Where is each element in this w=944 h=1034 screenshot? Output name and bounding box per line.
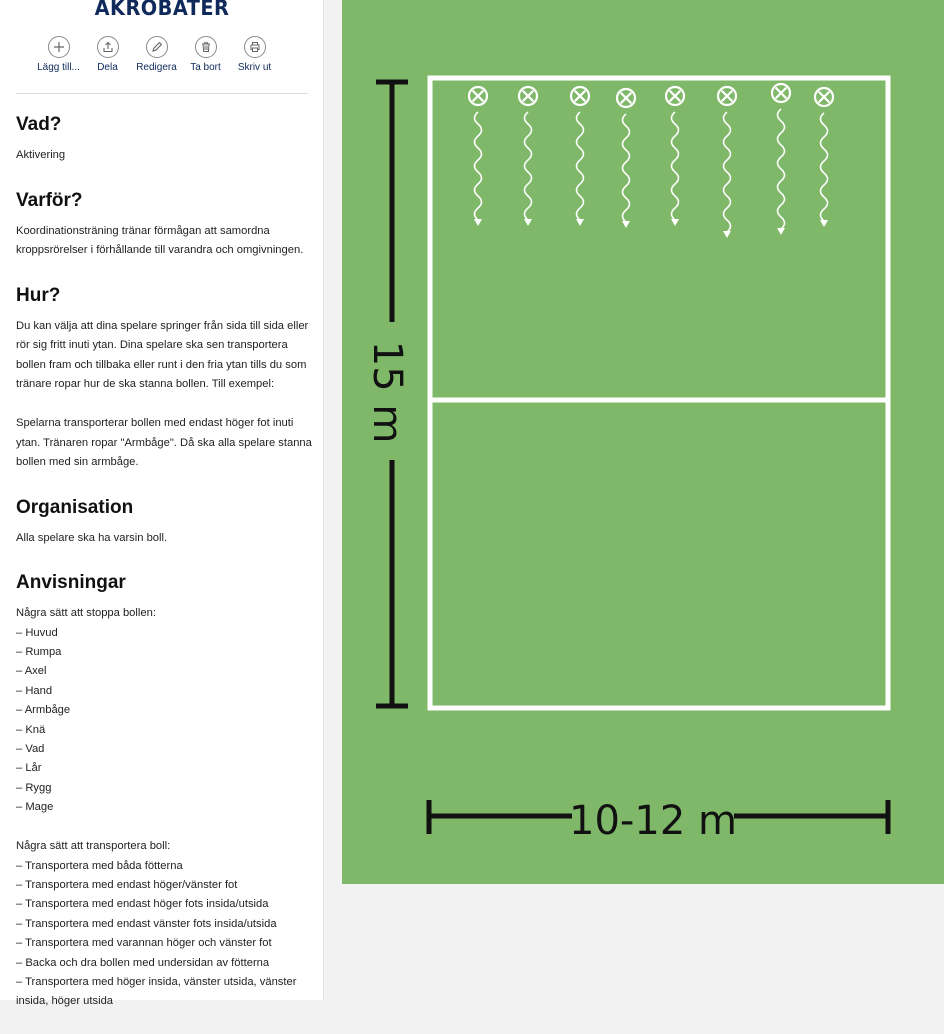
arrow-head [474, 219, 482, 226]
list-intro: Några sätt att transportera boll: [16, 840, 171, 853]
dribble-path [525, 112, 532, 220]
players-group [469, 84, 833, 238]
field-svg [342, 0, 944, 884]
share-button-label: Dela [97, 62, 118, 73]
arrow-head [524, 219, 532, 226]
section-heading: Vad? [16, 114, 62, 135]
plus-icon [48, 36, 70, 58]
toolbar [34, 36, 279, 73]
section-text: Koordinationsträning tränar förmågan att samordna kroppsrörelser i förhållande till varandra och omgivningen. [16, 224, 304, 256]
height-label: 15 m [364, 340, 410, 444]
section-text: Aktivering [16, 149, 66, 161]
width-dimension [429, 798, 888, 844]
player-marker [571, 87, 589, 105]
list-item: – Transportera med endast höger fots insida/utsida [16, 898, 269, 911]
transport-list [16, 857, 312, 1012]
section-heading: Anvisningar [16, 572, 126, 593]
list-item: – Rygg [16, 781, 52, 794]
player-marker [519, 87, 537, 105]
dribble-path [724, 112, 731, 232]
list-item: – Huvud [16, 626, 58, 639]
section-anvisningar [16, 570, 312, 1012]
printer-icon [244, 36, 266, 58]
player-marker [666, 87, 684, 105]
section-heading: Varför? [16, 189, 83, 211]
player-marker [772, 84, 790, 102]
section-varfor [16, 188, 312, 261]
share-button[interactable] [83, 36, 132, 73]
page-title: AKROBATER [94, 0, 230, 20]
edit-button[interactable] [132, 36, 181, 73]
list-item: – Transportera med endast vänster fots insida/utsida [16, 917, 277, 930]
print-button-label: Skriv ut [237, 62, 272, 73]
section-vad [16, 112, 312, 166]
dribble-path [821, 113, 828, 221]
section-text: Spelarna transporterar bollen med endast höger fot inuti ytan. Tränaren ropar "Armbåge". Då ska alla spelare stanna bollen med sin armbåge. [16, 417, 312, 468]
add-button[interactable] [34, 36, 83, 73]
width-label: 10-12 m [569, 798, 737, 844]
dribble-path [623, 114, 630, 222]
list-item: – Mage [16, 801, 54, 814]
arrow-head [820, 220, 828, 227]
arrow-head [622, 221, 630, 228]
list-item: – Transportera med höger insida, vänster utsida, vänster insida, höger utsida [16, 976, 297, 1008]
list-item: – Lår [16, 762, 42, 775]
list-item: – Backa och dra bollen med undersidan av fötterna [16, 956, 270, 969]
dribble-path [778, 109, 785, 229]
player-marker [617, 89, 635, 107]
section-text: Alla spelare ska ha varsin boll. [16, 531, 168, 544]
list-item: – Transportera med båda fötterna [16, 859, 183, 872]
list-item: – Vad [16, 742, 45, 755]
section-heading: Hur? [16, 284, 61, 306]
arrow-head [671, 219, 679, 226]
height-dimension [364, 82, 410, 706]
section-text: Du kan välja att dina spelare springer från sida till sida eller rör sig fritt inuti ytan. Dina spelare ska sen transportera bollen fram och tillbaka eller runt i den fria ytan tills du som tränare ropar hur de ska stanna bollen. Till exempel: [16, 319, 309, 390]
divider [16, 93, 308, 94]
list-intro: Några sätt att stoppa bollen: [16, 607, 156, 619]
section-hur [16, 283, 312, 473]
list-item: – Hand [16, 684, 53, 697]
player-marker [718, 87, 736, 105]
arrow-head [723, 231, 731, 238]
list-item: – Transportera med endast höger/vänster fot [16, 878, 238, 891]
dribble-path [577, 112, 584, 220]
stop-list [16, 624, 312, 818]
list-item: – Rumpa [16, 645, 62, 658]
section-heading: Organisation [16, 496, 134, 518]
player-marker [815, 88, 833, 106]
add-button-label: Lägg till... [37, 62, 80, 73]
arrow-head [576, 219, 584, 226]
delete-button[interactable] [181, 36, 230, 73]
player-marker [469, 87, 487, 105]
exercise-description [16, 112, 312, 1034]
dribble-path [672, 112, 679, 220]
list-item: – Armbåge [16, 704, 71, 717]
print-button[interactable] [230, 36, 279, 73]
list-item: – Axel [16, 665, 47, 678]
list-item: – Knä [16, 723, 46, 736]
trash-icon [195, 36, 217, 58]
exercise-diagram [342, 0, 944, 884]
arrow-head [777, 228, 785, 235]
sidebar [0, 0, 324, 1008]
delete-button-label: Ta bort [190, 62, 221, 73]
edit-button-label: Redigera [136, 62, 177, 73]
share-icon [97, 36, 119, 58]
section-organisation [16, 495, 312, 549]
dribble-path [475, 112, 482, 220]
field-boundary [430, 78, 888, 708]
list-item: – Transportera med varannan höger och vänster fot [16, 937, 272, 950]
pencil-icon [146, 36, 168, 58]
